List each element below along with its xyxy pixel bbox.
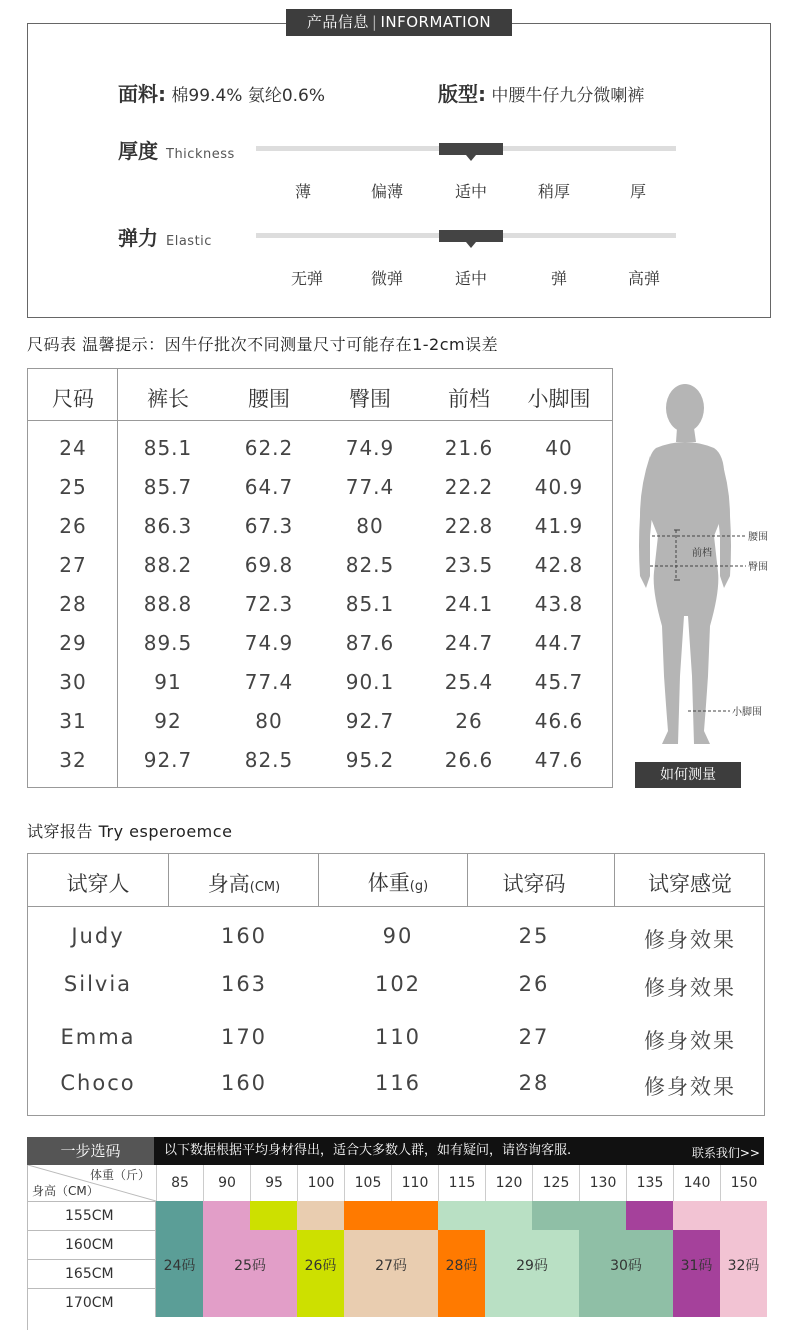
try-header-divider xyxy=(168,854,169,907)
size-value: 44.7 xyxy=(534,631,584,655)
fabric-value: 棉99.4% 氨纶0.6% xyxy=(171,86,326,106)
size-value: 45.7 xyxy=(534,670,584,694)
size-value: 22.2 xyxy=(444,475,494,499)
elastic-title-en: Elastic xyxy=(166,234,212,249)
size-value: 87.6 xyxy=(345,631,395,655)
size-header-cell: 尺码 xyxy=(52,387,94,411)
size-value: 82.5 xyxy=(345,553,395,577)
size-value: 82.5 xyxy=(244,748,294,772)
try-header-divider xyxy=(467,854,468,907)
size-value: 22.8 xyxy=(444,514,494,538)
size-region-label: 27码 xyxy=(375,1258,407,1274)
size-region-label: 29码 xyxy=(516,1258,548,1274)
size-label: 24 xyxy=(59,436,87,460)
try-header-weight-unit: (g) xyxy=(409,879,429,894)
try-on-value: 26 xyxy=(518,972,550,996)
product-info-tab: 产品信息 | INFORMATION xyxy=(286,9,512,36)
size-value: 40 xyxy=(545,436,573,460)
elastic-level: 高弹 xyxy=(627,269,660,288)
style-value: 中腰牛仔九分微喇裤 xyxy=(491,86,645,106)
size-header-cell: 小脚围 xyxy=(527,387,591,411)
size-value: 74.9 xyxy=(345,436,395,460)
try-on-value: 修身效果 xyxy=(644,1075,736,1099)
size-value: 64.7 xyxy=(244,475,294,499)
size-value: 85.1 xyxy=(345,592,395,616)
quick-size-pick xyxy=(27,1137,764,1330)
size-value: 47.6 xyxy=(534,748,584,772)
try-on-value: 修身效果 xyxy=(644,928,736,952)
size-value: 88.2 xyxy=(143,553,193,577)
quick-pick-grid xyxy=(27,1165,764,1330)
product-info-subtitle: INFORMATION xyxy=(380,13,492,31)
weight-column-header: 120 xyxy=(485,1165,532,1201)
try-on-table xyxy=(27,853,765,1116)
weight-column-header: 85 xyxy=(156,1165,203,1201)
size-value: 67.3 xyxy=(244,514,294,538)
size-label: 28 xyxy=(59,592,87,616)
figure-label-waist: 腰围 xyxy=(748,532,768,543)
try-on-value: 修身效果 xyxy=(644,1029,736,1053)
fabric-info xyxy=(118,78,325,107)
weight-column-header: 130 xyxy=(579,1165,626,1201)
size-label: 32 xyxy=(59,748,87,772)
size-region-label: 28码 xyxy=(445,1258,478,1274)
thickness-level: 稍厚 xyxy=(537,182,570,201)
try-header-height: 身高(CM) xyxy=(207,872,281,896)
size-value: 62.2 xyxy=(244,436,294,460)
size-value: 40.9 xyxy=(534,475,584,499)
size-value: 77.4 xyxy=(244,670,294,694)
size-value: 23.5 xyxy=(444,553,494,577)
size-region-label: 26码 xyxy=(304,1258,337,1274)
quick-pick-title: 一步选码 xyxy=(27,1137,154,1165)
size-value: 26.6 xyxy=(444,748,494,772)
size-value: 80 xyxy=(356,514,384,538)
weight-column-header: 125 xyxy=(532,1165,579,1201)
try-on-value: 116 xyxy=(374,1071,422,1095)
thickness-scale-marker xyxy=(439,143,503,155)
size-value: 77.4 xyxy=(345,475,395,499)
size-region-label: 31码 xyxy=(680,1258,713,1274)
size-header-cell: 腰围 xyxy=(248,387,290,411)
try-header-weight: 体重(g) xyxy=(367,871,429,895)
try-on-value: 170 xyxy=(220,1025,268,1049)
style-info xyxy=(438,78,644,107)
height-row-header: 165CM xyxy=(28,1259,156,1288)
try-on-value: 25 xyxy=(518,924,550,948)
elastic-title: 弹力 Elastic xyxy=(118,226,212,250)
size-region xyxy=(673,1201,767,1230)
size-value: 85.7 xyxy=(143,475,193,499)
try-on-caption: 试穿报告 Try esperoemce xyxy=(27,822,233,841)
size-value: 25.4 xyxy=(444,670,494,694)
fabric-label: 面料: xyxy=(118,82,166,106)
tester-name: Judy xyxy=(71,924,125,948)
weight-column-header: 110 xyxy=(391,1165,438,1201)
how-to-measure-button[interactable]: 如何测量 xyxy=(635,762,741,788)
thickness-title-en: Thickness xyxy=(166,147,235,162)
size-value: 72.3 xyxy=(244,592,294,616)
try-on-value: 160 xyxy=(220,924,268,948)
height-row-header: 160CM xyxy=(28,1230,156,1259)
tester-name: Emma xyxy=(60,1025,136,1049)
height-row-header: 170CM xyxy=(28,1288,156,1317)
weight-column-header: 100 xyxy=(297,1165,344,1201)
size-chart-caption: 尺码表 温馨提示：因牛仔批次不同测量尺寸可能存在1-2cm误差 xyxy=(27,335,499,354)
size-value: 95.2 xyxy=(345,748,395,772)
size-value: 41.9 xyxy=(534,514,584,538)
try-on-value: 163 xyxy=(220,972,268,996)
size-table xyxy=(27,368,613,788)
figure-label-rise: 前档 xyxy=(692,548,712,559)
size-region xyxy=(438,1201,532,1230)
try-on-value: 160 xyxy=(220,1071,268,1095)
quick-pick-note: 以下数据根据平均身材得出，适合大多数人群，如有疑问，请咨询客服. xyxy=(164,1143,572,1158)
style-label: 版型: xyxy=(438,82,486,106)
size-value: 24.7 xyxy=(444,631,494,655)
weight-column-header: 150 xyxy=(720,1165,767,1201)
thickness-level: 厚 xyxy=(629,182,646,201)
size-value: 80 xyxy=(255,709,283,733)
weight-column-header: 135 xyxy=(626,1165,673,1201)
thickness-level: 薄 xyxy=(294,182,311,201)
size-region-label: 24码 xyxy=(163,1258,196,1274)
size-value: 86.3 xyxy=(143,514,193,538)
size-label: 29 xyxy=(59,631,87,655)
body-silhouette xyxy=(639,384,731,744)
weight-header: 体重（斤） xyxy=(90,1168,151,1182)
elastic-level: 无弹 xyxy=(290,269,323,288)
size-value: 88.8 xyxy=(143,592,193,616)
try-on-header xyxy=(28,854,764,907)
try-on-value: 102 xyxy=(374,972,422,996)
size-value: 69.8 xyxy=(244,553,294,577)
size-region xyxy=(626,1201,673,1230)
size-value: 90.1 xyxy=(345,670,395,694)
size-value: 91 xyxy=(154,670,182,694)
size-value: 46.6 xyxy=(534,709,584,733)
size-label: 25 xyxy=(59,475,87,499)
size-value: 92 xyxy=(154,709,182,733)
size-label: 31 xyxy=(59,709,87,733)
size-header-cell: 前档 xyxy=(448,387,490,411)
size-value: 21.6 xyxy=(444,436,494,460)
try-header-feel: 试穿感觉 xyxy=(648,872,732,896)
size-value: 26 xyxy=(455,709,483,733)
size-region-label: 32码 xyxy=(727,1258,760,1274)
size-table-header xyxy=(28,369,612,421)
thickness-title: 厚度 Thickness xyxy=(118,139,235,163)
body-figure xyxy=(630,376,780,756)
size-region-label: 25码 xyxy=(234,1258,266,1274)
thickness-level: 适中 xyxy=(454,182,487,201)
elastic-scale-marker xyxy=(439,230,503,242)
size-value: 85.1 xyxy=(143,436,193,460)
size-value: 92.7 xyxy=(345,709,395,733)
contact-us-link[interactable]: 联系我们>> xyxy=(691,1146,760,1160)
size-value: 42.8 xyxy=(534,553,584,577)
size-label: 27 xyxy=(59,553,87,577)
size-label: 26 xyxy=(59,514,87,538)
try-on-value: 90 xyxy=(382,924,414,948)
try-on-value: 28 xyxy=(518,1071,550,1095)
size-header-cell: 臀围 xyxy=(349,387,391,411)
weight-column-header: 115 xyxy=(438,1165,485,1201)
size-value: 43.8 xyxy=(534,592,584,616)
size-region-label: 30码 xyxy=(610,1258,642,1274)
elastic-level: 微弹 xyxy=(370,269,403,288)
try-header-divider xyxy=(318,854,319,907)
try-on-value: 27 xyxy=(518,1025,550,1049)
size-header-cell: 裤长 xyxy=(147,387,189,411)
size-region xyxy=(344,1201,438,1230)
try-header-size: 试穿码 xyxy=(502,872,566,896)
height-header: 身高（CM） xyxy=(32,1184,99,1198)
weight-column-header: 140 xyxy=(673,1165,720,1201)
thickness-level: 偏薄 xyxy=(370,182,403,201)
try-on-value: 修身效果 xyxy=(644,976,736,1000)
size-region xyxy=(297,1201,344,1230)
figure-label-hip: 臀围 xyxy=(748,562,768,573)
tester-name: Choco xyxy=(60,1071,136,1095)
product-info-title: 产品信息 xyxy=(306,13,369,31)
height-row-header: 155CM xyxy=(28,1201,156,1230)
elastic-level: 弹 xyxy=(550,269,567,288)
elastic-level: 适中 xyxy=(454,269,487,288)
size-value: 89.5 xyxy=(143,631,193,655)
size-value: 74.9 xyxy=(244,631,294,655)
tester-name: Silvia xyxy=(63,972,133,996)
try-on-value: 110 xyxy=(374,1025,422,1049)
size-label: 30 xyxy=(59,670,87,694)
size-value: 92.7 xyxy=(143,748,193,772)
try-header-divider xyxy=(614,854,615,907)
size-region xyxy=(250,1201,297,1230)
figure-label-hem: 小脚围 xyxy=(732,707,762,718)
weight-column-header: 90 xyxy=(203,1165,250,1201)
weight-column-header: 95 xyxy=(250,1165,297,1201)
try-header-person: 试穿人 xyxy=(66,872,130,896)
size-region xyxy=(532,1201,626,1230)
size-value: 24.1 xyxy=(444,592,494,616)
weight-column-header: 105 xyxy=(344,1165,391,1201)
try-header-height-unit: (CM) xyxy=(249,880,281,895)
